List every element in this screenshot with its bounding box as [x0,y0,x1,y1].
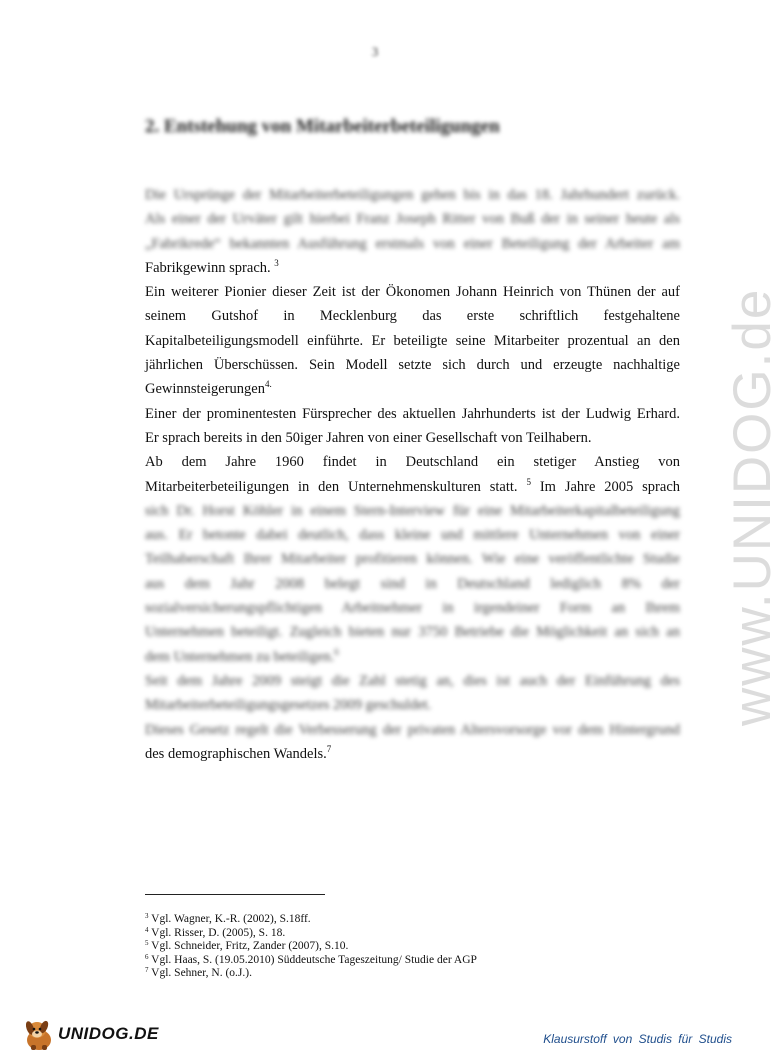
body-line: Kapitalbeteiligungsmodell einführte. Er beteiligte seine Mitarbeiter prozentual an den [145,332,680,349]
body-line [145,377,680,401]
body-text: Fabrikgewinn sprach. [145,259,271,276]
footnote [145,940,477,954]
document-body [145,183,680,766]
footnote-ref: 3 [274,257,279,268]
page-number: 3 [371,44,379,59]
body-line: aus dem Jahr 2008 belegt sind in Deutschland lediglich 8% der [145,575,680,592]
footnote-text: Vgl. Wagner, K.-R. (2002), S.18ff. [151,913,311,925]
body-line [145,645,680,669]
body-line: Als einer der Urväter gilt hierbei Franz Joseph Ritter von Buß der in seiner heute als [145,211,680,228]
footnote-ref: 7 [326,743,332,754]
body-line: Unternehmen beteiligt. Zugleich bieten nur 3750 Betriebe die Möglichkeit an sich an [145,624,680,641]
body-line: Mitarbeiterbeteiligungsgesetzes 2009 geschuldet. [145,697,432,714]
body-text: Im Jahre 2005 sprach [539,478,681,495]
footnote-text: Vgl. Risser, D. (2005), S. 18. [151,926,286,939]
body-line: Einer der prominentesten Fürsprecher des aktuellen Jahrhunderts ist der Ludwig Erhard. [145,405,680,422]
footnote-number: 7 [145,966,149,975]
footnote-number: 3 [145,912,149,920]
body-line: „Fabrikrede“ bekannten Ausführung erstmals von einer Beteiligung der Arbeiter am [145,235,680,252]
footnote-text: Vgl. Sehner, N. (o.J.). [151,967,252,980]
footnote-ref: 4. [265,379,272,390]
body-line: Dieses Gesetz regelt die Verbesserung der privaten Altersvorsorge vor dem Hintergrund [145,721,680,738]
footnote-text: Vgl. Schneider, Fritz, Zander (2007), S.10. [151,940,349,953]
logo-text: UNIDOG.DE [58,1024,159,1043]
body-line: Die Ursprünge der Mitarbeiterbeteiligungen gehen bis in das 18. Jahrhundert zurück. [145,187,680,203]
footnote-divider [145,894,325,895]
body-line: Ab dem Jahre 1960 findet in Deutschland ein stetiger Anstieg von [145,454,680,471]
body-line: Teilhaberschaft Ihrer Mitarbeiter profitieren können. Wie eine veröffentlichte Studie [145,551,680,568]
footnote [145,927,477,941]
body-line [145,742,680,766]
footnote-number: 4 [145,925,149,934]
body-line: Ein weiterer Pionier dieser Zeit ist der Ökonomen Johann Heinrich von Thünen der auf [145,284,680,301]
tagline: Klausurstoff von Studis für Studis [543,1032,732,1046]
footnote-number: 6 [145,952,149,961]
body-text: Mitarbeiterbeteiligungen in den Unternehmenskulturen statt. [145,478,518,495]
body-line [145,256,680,280]
body-line: aus. Er betonte dabei deutlich, dass kleine und mittlere Unternehmen von einer [145,527,680,544]
unidog-logo[interactable] [22,1016,159,1052]
watermark: www.UNIDOG.de [723,287,782,726]
footnote-number: 5 [145,939,149,948]
body-text: Gewinnsteigerungen [145,381,265,398]
body-line: sich Dr. Horst Köhler in einem Stern-Interview für eine Mitarbeiterkapitalbeteiligung [145,502,680,519]
body-line: Er sprach bereits in den 50iger Jahren von einer Gesellschaft von Teilhabern. [145,429,592,446]
body-line: seinem Gutshof in Mecklenburg das erste schriftlich festgehaltene [145,308,680,325]
section-heading: 2. Entstehung von Mitarbeiterbeteiligungen [145,116,500,137]
body-line: sozialversicherungspflichtigen Arbeitnehmer in irgendeiner Form an Ihrem [145,600,680,617]
footnotes [145,913,477,981]
dog-icon [22,1016,56,1052]
body-line: jährlichen Überschüssen. Sein Modell setzte sich durch und erzeugte nachhaltige [145,357,680,374]
footnote [145,913,477,927]
footnote [145,954,477,968]
body-line: Seit dem Jahre 2009 steigt die Zahl stetig an, dies ist auch der Einführung des [145,672,680,689]
body-line [145,475,680,499]
footnote-text: Vgl. Haas, S. (19.05.2010) Süddeutsche Tageszeitung/ Studie der AGP [151,953,477,966]
footnote-ref: 6 [334,646,339,657]
footnote [145,967,477,981]
footnote-ref: 5 [526,476,531,487]
body-text: des demographischen Wandels. [145,745,327,762]
body-text: dem Unternehmen zu beteiligen. [145,648,335,665]
